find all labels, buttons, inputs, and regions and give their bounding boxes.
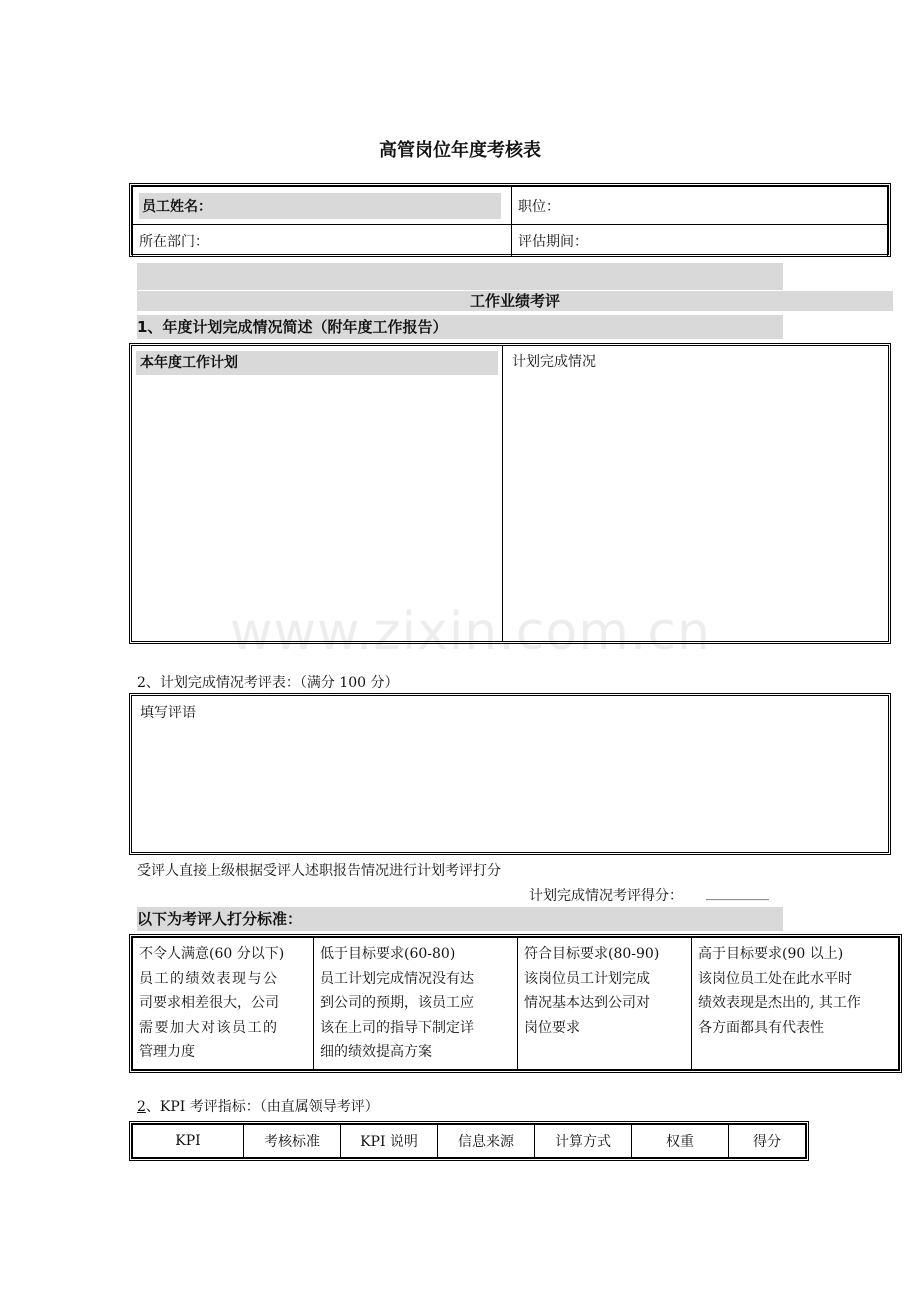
department-label: 所在部门： [139, 233, 209, 250]
plan-score-blank[interactable]: _________ [706, 885, 769, 901]
watermark: www.zixin.com.cn [230, 602, 711, 662]
position-label: 职位： [518, 198, 560, 215]
plan-status-label: 计划完成情况 [512, 354, 596, 370]
kpi-header-source: 信息来源 [438, 1125, 535, 1158]
criteria-line: 员工计划完成情况没有达 [320, 970, 474, 987]
department-field[interactable] [133, 225, 512, 257]
position-field[interactable] [512, 187, 888, 225]
criteria-line: 各方面都具有代表性 [698, 1019, 824, 1036]
kpi-header-kpi: KPI [133, 1125, 244, 1158]
criteria-title: 不令人满意(60 分以下) [139, 946, 285, 962]
period-field[interactable] [512, 225, 888, 257]
criteria-title: 高于目标要求(90 以上) [698, 946, 844, 962]
criteria-line: 该在上司的指导下制定详 [320, 1019, 474, 1036]
criteria-title: 符合目标要求(80-90) [524, 946, 660, 962]
period-label: 评估期间： [518, 233, 588, 250]
kpi-header-score: 得分 [729, 1125, 806, 1158]
kpi-header-weight: 权重 [632, 1125, 729, 1158]
criteria-line: 绩效表现是杰出的, 其工作 [698, 995, 861, 1011]
criteria-heading: 以下为考评人打分标准： [137, 907, 783, 931]
evaluation-note: 受评人直接上级根据受评人述职报告情况进行计划考评打分 [137, 863, 501, 879]
criteria-line: 需要加大对该员工的 [139, 1019, 279, 1036]
annual-plan-label: 本年度工作计划 [136, 351, 498, 375]
kpi-header-method: 计算方式 [535, 1125, 632, 1158]
kpi-table [129, 1121, 809, 1161]
criteria-table [129, 934, 902, 1073]
plan-score-label: 计划完成情况考评得分： [529, 888, 683, 904]
comment-box[interactable] [129, 693, 891, 855]
criteria-line: 该岗位员工计划完成 [524, 970, 650, 987]
part2-heading: 2、计划完成情况考评表：（满分 100 分） [137, 675, 399, 691]
plan-status-input[interactable] [508, 374, 884, 636]
criteria-line: 细的绩效提高方案 [320, 1044, 432, 1060]
annual-plan-input[interactable] [136, 377, 498, 637]
criteria-col-unsatisfactory [133, 938, 314, 1070]
criteria-col-exceeds [692, 938, 899, 1070]
criteria-line: 司要求相差很大，公司 [139, 995, 279, 1011]
criteria-title: 低于目标要求(60-80) [320, 946, 456, 962]
criteria-line: 到公司的预期，该员工应 [320, 995, 474, 1011]
employee-name-label: 员工姓名： [139, 193, 501, 219]
criteria-line: 管理力度 [139, 1044, 195, 1060]
kpi-header-standard: 考核标准 [244, 1125, 341, 1158]
kpi-heading-number: 2 [137, 1099, 146, 1115]
criteria-line: 该岗位员工处在此水平时 [698, 970, 852, 987]
criteria-col-below [314, 938, 518, 1070]
criteria-line: 员工的绩效表现与公 [139, 970, 279, 987]
criteria-col-meets [518, 938, 692, 1070]
section-title: 工作业绩考评 [137, 291, 893, 311]
part1-heading: 1、年度计划完成情况简述（附年度工作报告） [137, 315, 783, 339]
annual-plan-table [129, 343, 891, 644]
kpi-header-description: KPI 说明 [341, 1125, 438, 1158]
criteria-line: 岗位要求 [524, 1019, 580, 1036]
page-title: 高管岗位年度考核表 [379, 140, 541, 161]
kpi-heading-text: 、KPI 考评指标：（由直属领导考评） [145, 1099, 379, 1115]
criteria-line: 情况基本达到公司对 [524, 995, 650, 1011]
comment-label: 填写评语 [140, 705, 196, 721]
section-header-bar [137, 263, 783, 290]
kpi-heading [137, 1096, 379, 1116]
employee-info-table [129, 183, 891, 257]
